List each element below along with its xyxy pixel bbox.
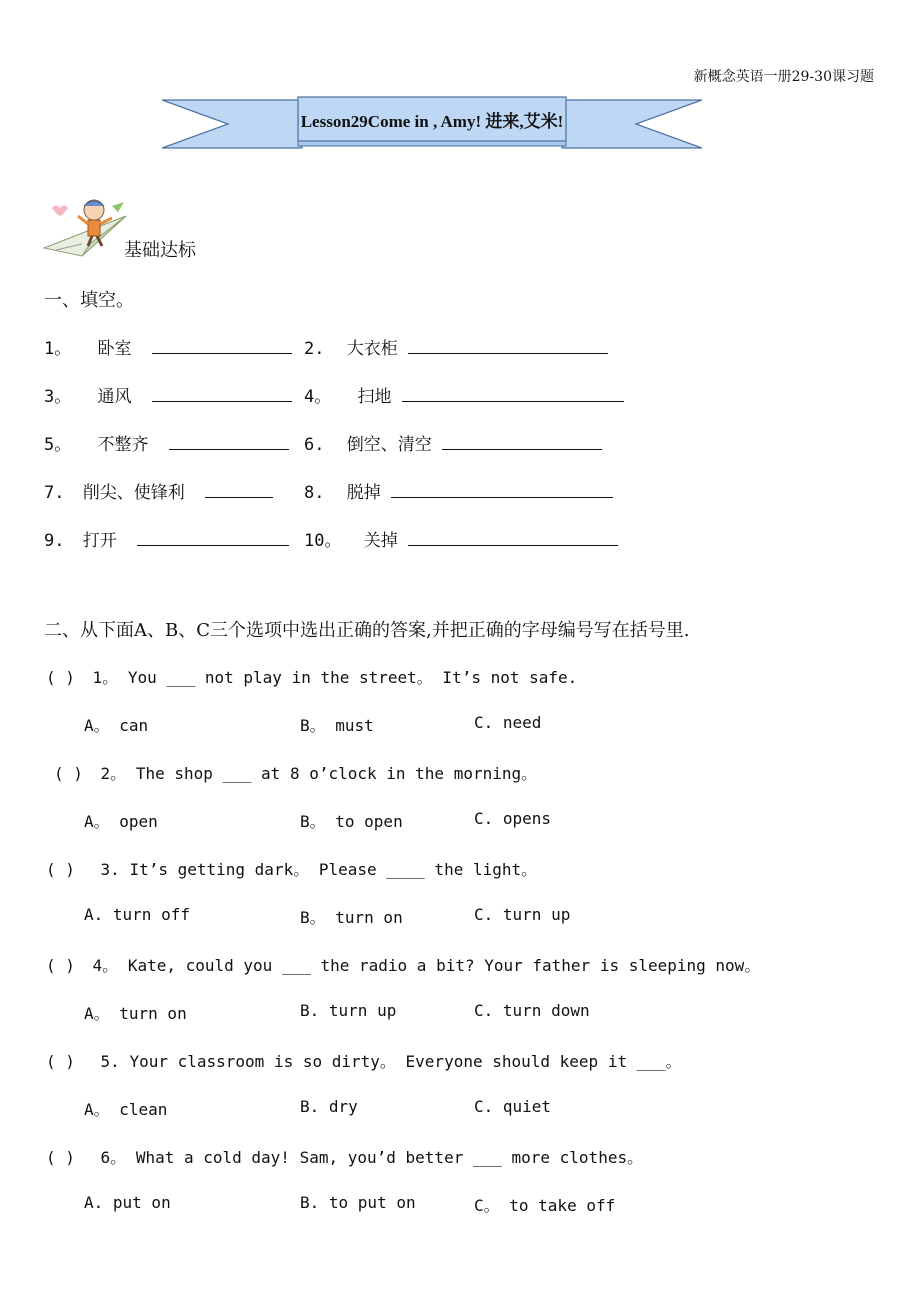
option-c: C. quiet [474, 1097, 552, 1116]
fill-item-8 [304, 478, 613, 503]
option-a: A. turn off [84, 905, 190, 924]
item-word: 倒空、清空 [346, 435, 432, 455]
item-number: 10。 [304, 531, 342, 551]
item-number: 9. [44, 531, 65, 551]
banner-title: Lesson29Come in , Amy! 进来,艾米! [300, 111, 564, 131]
fill-item-3 [44, 382, 292, 407]
kid-on-paper-plane-illustration [42, 196, 128, 262]
answer-blank[interactable] [137, 529, 289, 546]
option-b: B。 turn on [300, 908, 403, 927]
document-header-title: 新概念英语一册29-30课习题 [693, 69, 874, 85]
question-1 [46, 665, 577, 688]
question-text: 3. It’s getting dark。 Please ____ the light。 [100, 860, 538, 879]
option-b: B. turn up [300, 1001, 397, 1020]
fill-item-5 [44, 430, 289, 455]
item-word: 大衣柜 [346, 339, 398, 359]
option-a: A。 clean [84, 1100, 168, 1119]
answer-blank[interactable] [205, 481, 273, 498]
question-text: 1。 You ___ not play in the street。 It’s not safe. [92, 668, 578, 687]
item-number: 5。 [44, 435, 72, 455]
option-b: B. to put on [300, 1193, 416, 1212]
answer-blank[interactable] [408, 337, 608, 354]
answer-blank[interactable] [402, 385, 624, 402]
question-text: 2。 The shop ___ at 8 o’clock in the morning。 [100, 764, 538, 783]
option-c: C。 to take off [474, 1196, 616, 1215]
item-word: 扫地 [357, 387, 392, 407]
fill-item-2 [304, 334, 608, 359]
item-number: 4。 [304, 387, 332, 407]
question-text: 4。 Kate, could you ___ the radio a bit? Your father is sleeping now。 [92, 956, 761, 975]
option-a: A。 turn on [84, 1004, 187, 1023]
answer-bracket[interactable]: ( ) [46, 1052, 75, 1071]
option-b: B。 must [300, 716, 374, 735]
question-2 [54, 761, 537, 784]
item-number: 2. [304, 339, 325, 359]
item-word: 打开 [82, 531, 117, 551]
answer-bracket[interactable]: ( ) [46, 860, 75, 879]
fill-item-1 [44, 334, 292, 359]
option-a: A。 can [84, 716, 149, 735]
part2-title: 二、从下面A、B、C三个选项中选出正确的答案,并把正确的字母编号写在括号里. [44, 620, 690, 641]
item-word: 关掉 [363, 531, 398, 551]
answer-bracket[interactable]: ( ) [46, 956, 75, 975]
item-number: 6. [304, 435, 325, 455]
section-label: 基础达标 [124, 240, 196, 261]
fill-item-9 [44, 526, 289, 551]
item-word: 脱掉 [346, 483, 381, 503]
fill-item-10 [304, 526, 618, 551]
item-number: 1。 [44, 339, 72, 359]
answer-blank[interactable] [169, 433, 289, 450]
option-a: A。 open [84, 812, 158, 831]
banner-left-tail [162, 100, 302, 148]
option-c: C. turn down [474, 1001, 590, 1020]
question-6 [46, 1145, 643, 1168]
option-b: B. dry [300, 1097, 358, 1116]
item-number: 7. [44, 483, 65, 503]
question-5 [46, 1049, 682, 1072]
item-word: 不整齐 [97, 435, 149, 455]
option-c: C. opens [474, 809, 552, 828]
option-a: A. put on [84, 1193, 171, 1212]
item-word: 通风 [97, 387, 132, 407]
fill-item-6 [304, 430, 602, 455]
question-4 [46, 953, 760, 976]
option-c: C. turn up [474, 905, 571, 924]
answer-blank[interactable] [152, 385, 292, 402]
fill-item-7 [44, 478, 273, 503]
answer-blank[interactable] [391, 481, 613, 498]
part1-title: 一、填空。 [44, 290, 134, 311]
question-text: 5. Your classroom is so dirty。 Everyone should keep it ___。 [100, 1052, 682, 1071]
answer-blank[interactable] [442, 433, 602, 450]
question-3 [46, 857, 537, 880]
option-c: C. need [474, 713, 542, 732]
item-word: 削尖、使锋利 [82, 483, 185, 503]
answer-bracket[interactable]: ( ) [46, 1148, 75, 1167]
answer-bracket[interactable]: ( ) [46, 668, 75, 687]
option-b: B。 to open [300, 812, 403, 831]
item-number: 8. [304, 483, 325, 503]
answer-bracket[interactable]: ( ) [54, 764, 83, 783]
answer-blank[interactable] [408, 529, 618, 546]
item-word: 卧室 [97, 339, 132, 359]
banner-right-tail [562, 100, 702, 148]
item-number: 3。 [44, 387, 72, 407]
fill-item-4 [304, 382, 624, 407]
question-text: 6。 What a cold day! Sam, you’d better ___ more clothes。 [100, 1148, 644, 1167]
answer-blank[interactable] [152, 337, 292, 354]
